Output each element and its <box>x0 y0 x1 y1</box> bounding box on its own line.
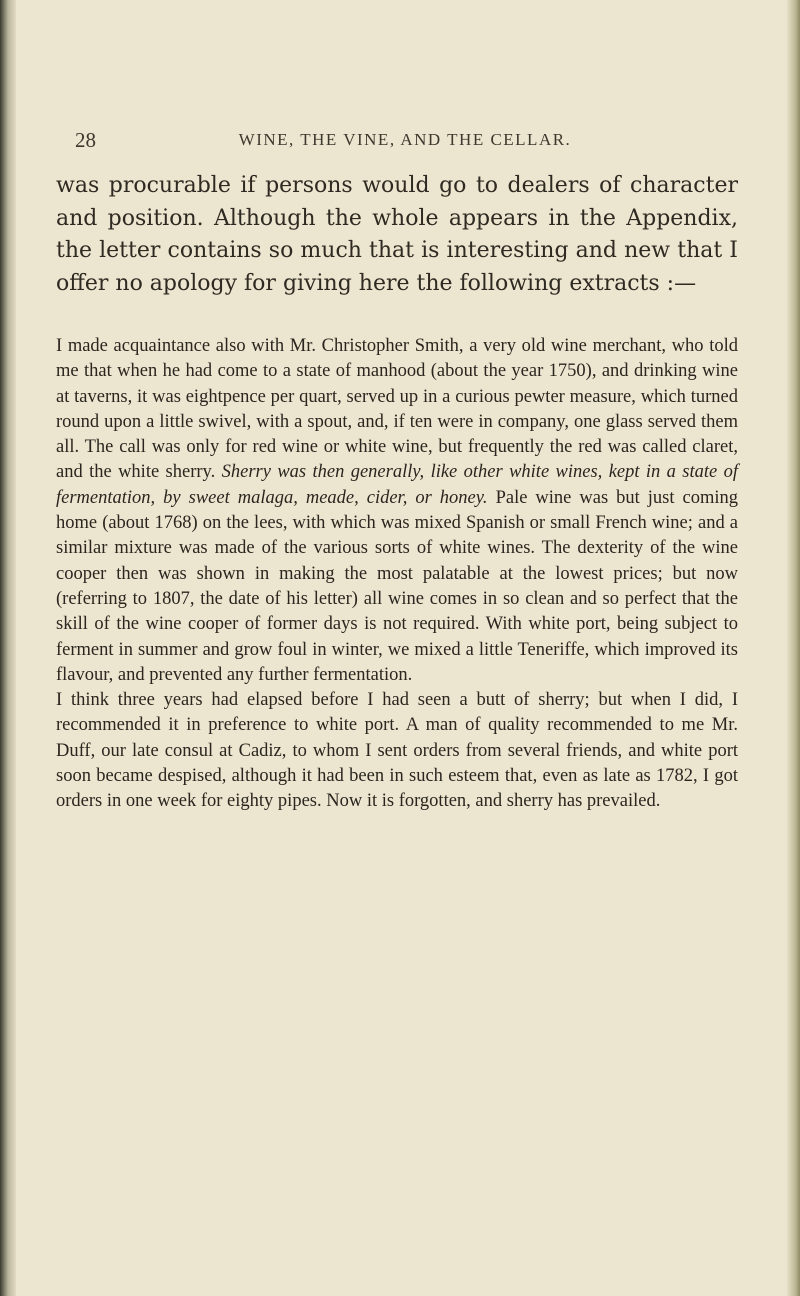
page-binding-edge <box>0 0 16 1296</box>
page-right-edge <box>786 0 800 1296</box>
page-header <box>75 128 735 158</box>
extract-paragraph-2: I think three years had elapsed before I had seen a butt of sherry; but when I did, I recommended it in preference to white port. A man of quality recommended to me Mr. Duff, our late consul at Cadiz, to whom I sent orders from several friends, and white port soon became despised, although it had been in such esteem that, even as late as 1782, I got orders in one week for eighty pipes. Now it is forgotten, and sherry has prevailed. <box>56 690 738 812</box>
extract-text: I made acquaintance also with Mr. Christopher Smith, a very old wine merchant, who told me that when he had come to a state of manhood (about the year 1750), and drinking wine at taverns, it was eightpence per quart, served up in a curious pewter measure, which turned round upon a little swivel, with a spout, and, if ten were in company, one glass served them all. The call was only for red wine or white wine, but frequently the red was called claret, and the white sherry. <box>56 336 738 483</box>
quoted-extract <box>56 334 738 815</box>
extract-text: Pale wine was but just coming home (about 1768) on the lees, with which was mixed Spanish or small French wine; and a similar mixture was made of the various sorts of white wines. The dexterity of the wine cooper then was shown in making the most palatable at the lowest prices; but now (referring to 1807, the date of his letter) all wine comes in so clean and so perfect that the skill of the wine cooper of former days is not required. With white port, being subject to ferment in summer and grow foul in winter, we mixed a little Teneriffe, which improved its flavour, and prevented any further fermentation. <box>56 487 738 685</box>
extract-italic-text: Sherry was then generally, like other white wines, kept in a state of fermentation, by sweet malaga, meade, cider, or honey. <box>56 462 738 508</box>
running-title: WINE, THE VINE, AND THE CELLAR. <box>238 130 572 149</box>
intro-paragraph: was procurable if persons would go to dealers of character and position. Although the whole appears in the Appendix, the letter contains so much that is interesting and new that I offer no apology for giving here the following extracts :— <box>56 173 738 296</box>
page-number: 28 <box>75 128 96 152</box>
extract-paragraph-1 <box>56 334 738 688</box>
